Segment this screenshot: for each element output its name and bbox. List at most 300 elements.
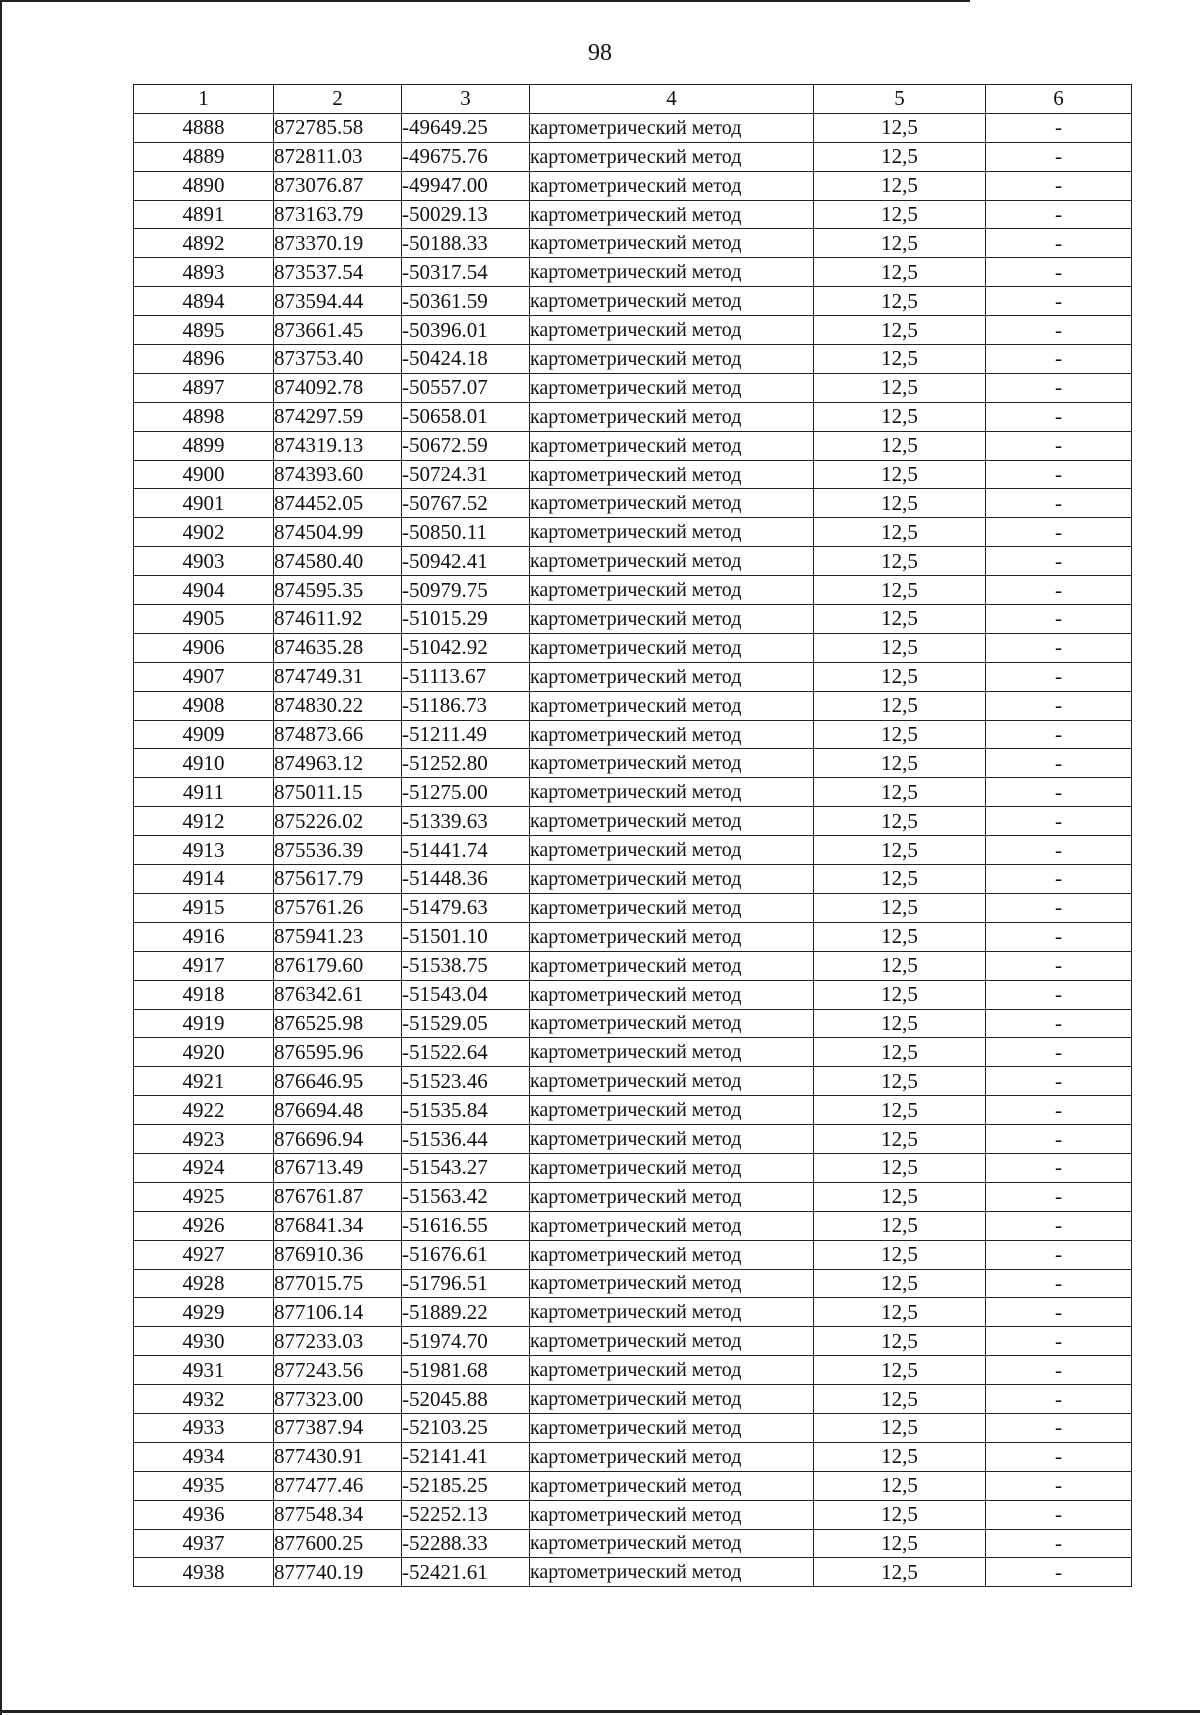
x-coordinate-cell: 876910.36 [274,1240,402,1269]
table-row [134,836,1132,865]
point-number-cell: 4915 [134,893,274,922]
table-row [134,1413,1132,1442]
note-cell: - [986,1529,1132,1558]
x-coordinate-cell: 874595.35 [274,576,402,605]
page-frame-left-border [0,0,2,1715]
table-row [134,1471,1132,1500]
point-number-cell: 4924 [134,1153,274,1182]
y-coordinate-cell: -49947.00 [402,171,530,200]
y-coordinate-cell: -50979.75 [402,576,530,605]
x-coordinate-cell: 877106.14 [274,1298,402,1327]
note-cell: - [986,229,1132,258]
x-coordinate-cell: 876694.48 [274,1096,402,1125]
note-cell: - [986,691,1132,720]
accuracy-cell: 12,5 [814,576,986,605]
accuracy-cell: 12,5 [814,316,986,345]
y-coordinate-cell: -51448.36 [402,865,530,894]
table-row [134,893,1132,922]
y-coordinate-cell: -50850.11 [402,518,530,547]
y-coordinate-cell: -51616.55 [402,1211,530,1240]
method-cell: картометрический метод [530,1153,814,1182]
note-cell: - [986,865,1132,894]
table-row [134,576,1132,605]
point-number-cell: 4926 [134,1211,274,1240]
accuracy-cell: 12,5 [814,489,986,518]
accuracy-cell: 12,5 [814,431,986,460]
note-cell: - [986,778,1132,807]
table-row [134,1009,1132,1038]
table-row [134,691,1132,720]
table-row [134,605,1132,634]
y-coordinate-cell: -50188.33 [402,229,530,258]
method-cell: картометрический метод [530,1009,814,1038]
point-number-cell: 4934 [134,1442,274,1471]
x-coordinate-cell: 874452.05 [274,489,402,518]
accuracy-cell: 12,5 [814,778,986,807]
method-cell: картометрический метод [530,807,814,836]
point-number-cell: 4937 [134,1529,274,1558]
table-row [134,662,1132,691]
point-number-cell: 4930 [134,1327,274,1356]
note-cell: - [986,633,1132,662]
point-number-cell: 4897 [134,373,274,402]
method-cell: картометрический метод [530,1385,814,1414]
x-coordinate-cell: 875011.15 [274,778,402,807]
method-cell: картометрический метод [530,1096,814,1125]
coordinates-table [133,84,1132,1587]
method-cell: картометрический метод [530,373,814,402]
method-cell: картометрический метод [530,171,814,200]
table-row [134,518,1132,547]
y-coordinate-cell: -51543.04 [402,980,530,1009]
accuracy-cell: 12,5 [814,1182,986,1211]
point-number-cell: 4922 [134,1096,274,1125]
x-coordinate-cell: 875536.39 [274,836,402,865]
y-coordinate-cell: -51186.73 [402,691,530,720]
x-coordinate-cell: 874873.66 [274,720,402,749]
point-number-cell: 4898 [134,402,274,431]
table-row [134,922,1132,951]
table-row [134,1153,1132,1182]
table-row [134,373,1132,402]
accuracy-cell: 12,5 [814,1327,986,1356]
note-cell: - [986,1500,1132,1529]
accuracy-cell: 12,5 [814,1356,986,1385]
page-frame-bottom-border [0,1710,1200,1713]
point-number-cell: 4932 [134,1385,274,1414]
table-header-row [134,85,1132,114]
accuracy-cell: 12,5 [814,720,986,749]
y-coordinate-cell: -51252.80 [402,749,530,778]
table-row [134,345,1132,374]
x-coordinate-cell: 876713.49 [274,1153,402,1182]
y-coordinate-cell: -50029.13 [402,200,530,229]
accuracy-cell: 12,5 [814,749,986,778]
x-coordinate-cell: 874635.28 [274,633,402,662]
point-number-cell: 4936 [134,1500,274,1529]
y-coordinate-cell: -51042.92 [402,633,530,662]
method-cell: картометрический метод [530,1413,814,1442]
point-number-cell: 4913 [134,836,274,865]
y-coordinate-cell: -50424.18 [402,345,530,374]
method-cell: картометрический метод [530,518,814,547]
x-coordinate-cell: 875761.26 [274,893,402,922]
note-cell: - [986,1471,1132,1500]
table-row [134,258,1132,287]
x-coordinate-cell: 876841.34 [274,1211,402,1240]
point-number-cell: 4928 [134,1269,274,1298]
accuracy-cell: 12,5 [814,1500,986,1529]
note-cell: - [986,1211,1132,1240]
method-cell: картометрический метод [530,1038,814,1067]
method-cell: картометрический метод [530,1442,814,1471]
y-coordinate-cell: -50672.59 [402,431,530,460]
note-cell: - [986,1385,1132,1414]
point-number-cell: 4925 [134,1182,274,1211]
x-coordinate-cell: 874749.31 [274,662,402,691]
accuracy-cell: 12,5 [814,865,986,894]
note-cell: - [986,287,1132,316]
point-number-cell: 4907 [134,662,274,691]
y-coordinate-cell: -50396.01 [402,316,530,345]
note-cell: - [986,1067,1132,1096]
x-coordinate-cell: 874092.78 [274,373,402,402]
table-row [134,460,1132,489]
table-row [134,1356,1132,1385]
note-cell: - [986,489,1132,518]
y-coordinate-cell: -51889.22 [402,1298,530,1327]
x-coordinate-cell: 874580.40 [274,547,402,576]
point-number-cell: 4895 [134,316,274,345]
method-cell: картометрический метод [530,633,814,662]
method-cell: картометрический метод [530,778,814,807]
note-cell: - [986,1240,1132,1269]
column-header-1: 1 [134,85,274,114]
point-number-cell: 4912 [134,807,274,836]
table-row [134,1442,1132,1471]
x-coordinate-cell: 872811.03 [274,142,402,171]
page-number: 98 [588,40,612,66]
point-number-cell: 4911 [134,778,274,807]
page-frame-top-border [0,0,970,2]
note-cell: - [986,1153,1132,1182]
column-header-6: 6 [986,85,1132,114]
note-cell: - [986,1125,1132,1154]
point-number-cell: 4900 [134,460,274,489]
y-coordinate-cell: -51563.42 [402,1182,530,1211]
method-cell: картометрический метод [530,1182,814,1211]
x-coordinate-cell: 876696.94 [274,1125,402,1154]
point-number-cell: 4896 [134,345,274,374]
table-row [134,980,1132,1009]
point-number-cell: 4929 [134,1298,274,1327]
y-coordinate-cell: -51522.64 [402,1038,530,1067]
y-coordinate-cell: -51796.51 [402,1269,530,1298]
accuracy-cell: 12,5 [814,113,986,142]
method-cell: картометрический метод [530,1067,814,1096]
accuracy-cell: 12,5 [814,1125,986,1154]
method-cell: картометрический метод [530,229,814,258]
method-cell: картометрический метод [530,1125,814,1154]
y-coordinate-cell: -51113.67 [402,662,530,691]
y-coordinate-cell: -50361.59 [402,287,530,316]
x-coordinate-cell: 875941.23 [274,922,402,951]
note-cell: - [986,345,1132,374]
x-coordinate-cell: 876525.98 [274,1009,402,1038]
method-cell: картометрический метод [530,1471,814,1500]
method-cell: картометрический метод [530,1298,814,1327]
x-coordinate-cell: 876646.95 [274,1067,402,1096]
note-cell: - [986,980,1132,1009]
y-coordinate-cell: -52045.88 [402,1385,530,1414]
accuracy-cell: 12,5 [814,1038,986,1067]
point-number-cell: 4927 [134,1240,274,1269]
point-number-cell: 4892 [134,229,274,258]
accuracy-cell: 12,5 [814,1067,986,1096]
method-cell: картометрический метод [530,1327,814,1356]
table-row [134,171,1132,200]
x-coordinate-cell: 876179.60 [274,951,402,980]
note-cell: - [986,113,1132,142]
table-row [134,142,1132,171]
x-coordinate-cell: 877323.00 [274,1385,402,1414]
table-row [134,1240,1132,1269]
note-cell: - [986,720,1132,749]
accuracy-cell: 12,5 [814,1529,986,1558]
accuracy-cell: 12,5 [814,547,986,576]
y-coordinate-cell: -51275.00 [402,778,530,807]
y-coordinate-cell: -49649.25 [402,113,530,142]
accuracy-cell: 12,5 [814,1442,986,1471]
y-coordinate-cell: -51523.46 [402,1067,530,1096]
accuracy-cell: 12,5 [814,807,986,836]
accuracy-cell: 12,5 [814,402,986,431]
y-coordinate-cell: -49675.76 [402,142,530,171]
point-number-cell: 4890 [134,171,274,200]
method-cell: картометрический метод [530,865,814,894]
point-number-cell: 4935 [134,1471,274,1500]
point-number-cell: 4906 [134,633,274,662]
note-cell: - [986,316,1132,345]
accuracy-cell: 12,5 [814,633,986,662]
accuracy-cell: 12,5 [814,200,986,229]
method-cell: картометрический метод [530,345,814,374]
note-cell: - [986,1327,1132,1356]
point-number-cell: 4889 [134,142,274,171]
method-cell: картометрический метод [530,142,814,171]
y-coordinate-cell: -51529.05 [402,1009,530,1038]
x-coordinate-cell: 877548.34 [274,1500,402,1529]
method-cell: картометрический метод [530,489,814,518]
note-cell: - [986,1009,1132,1038]
y-coordinate-cell: -51676.61 [402,1240,530,1269]
accuracy-cell: 12,5 [814,1385,986,1414]
accuracy-cell: 12,5 [814,1153,986,1182]
note-cell: - [986,893,1132,922]
method-cell: картометрический метод [530,922,814,951]
accuracy-cell: 12,5 [814,1269,986,1298]
point-number-cell: 4894 [134,287,274,316]
table-row [134,633,1132,662]
point-number-cell: 4901 [134,489,274,518]
point-number-cell: 4938 [134,1558,274,1587]
note-cell: - [986,373,1132,402]
accuracy-cell: 12,5 [814,691,986,720]
y-coordinate-cell: -50767.52 [402,489,530,518]
table-row [134,1327,1132,1356]
x-coordinate-cell: 877430.91 [274,1442,402,1471]
method-cell: картометрический метод [530,200,814,229]
note-cell: - [986,1038,1132,1067]
y-coordinate-cell: -52185.25 [402,1471,530,1500]
method-cell: картометрический метод [530,980,814,1009]
method-cell: картометрический метод [530,893,814,922]
accuracy-cell: 12,5 [814,1009,986,1038]
point-number-cell: 4905 [134,605,274,634]
table-row [134,489,1132,518]
table-row [134,1125,1132,1154]
accuracy-cell: 12,5 [814,229,986,258]
x-coordinate-cell: 877477.46 [274,1471,402,1500]
note-cell: - [986,1413,1132,1442]
x-coordinate-cell: 874319.13 [274,431,402,460]
accuracy-cell: 12,5 [814,373,986,402]
point-number-cell: 4902 [134,518,274,547]
accuracy-cell: 12,5 [814,1413,986,1442]
note-cell: - [986,662,1132,691]
y-coordinate-cell: -51974.70 [402,1327,530,1356]
table-row [134,1182,1132,1211]
y-coordinate-cell: -50317.54 [402,258,530,287]
table-row [134,287,1132,316]
table-row [134,1269,1132,1298]
y-coordinate-cell: -50658.01 [402,402,530,431]
note-cell: - [986,1096,1132,1125]
y-coordinate-cell: -51981.68 [402,1356,530,1385]
method-cell: картометрический метод [530,547,814,576]
method-cell: картометрический метод [530,662,814,691]
y-coordinate-cell: -52421.61 [402,1558,530,1587]
point-number-cell: 4899 [134,431,274,460]
note-cell: - [986,547,1132,576]
table-row [134,951,1132,980]
point-number-cell: 4918 [134,980,274,1009]
accuracy-cell: 12,5 [814,142,986,171]
method-cell: картометрический метод [530,287,814,316]
table-row [134,1038,1132,1067]
note-cell: - [986,922,1132,951]
x-coordinate-cell: 877387.94 [274,1413,402,1442]
accuracy-cell: 12,5 [814,287,986,316]
point-number-cell: 4903 [134,547,274,576]
table-row [134,402,1132,431]
method-cell: картометрический метод [530,460,814,489]
method-cell: картометрический метод [530,605,814,634]
y-coordinate-cell: -50724.31 [402,460,530,489]
x-coordinate-cell: 874830.22 [274,691,402,720]
method-cell: картометрический метод [530,1558,814,1587]
x-coordinate-cell: 873076.87 [274,171,402,200]
accuracy-cell: 12,5 [814,1298,986,1327]
point-number-cell: 4917 [134,951,274,980]
x-coordinate-cell: 877233.03 [274,1327,402,1356]
method-cell: картометрический метод [530,576,814,605]
accuracy-cell: 12,5 [814,1096,986,1125]
column-header-2: 2 [274,85,402,114]
point-number-cell: 4910 [134,749,274,778]
point-number-cell: 4904 [134,576,274,605]
x-coordinate-cell: 874393.60 [274,460,402,489]
method-cell: картометрический метод [530,1240,814,1269]
note-cell: - [986,1182,1132,1211]
y-coordinate-cell: -52103.25 [402,1413,530,1442]
point-number-cell: 4931 [134,1356,274,1385]
y-coordinate-cell: -51536.44 [402,1125,530,1154]
x-coordinate-cell: 876342.61 [274,980,402,1009]
accuracy-cell: 12,5 [814,951,986,980]
method-cell: картометрический метод [530,691,814,720]
y-coordinate-cell: -51479.63 [402,893,530,922]
accuracy-cell: 12,5 [814,836,986,865]
x-coordinate-cell: 877740.19 [274,1558,402,1587]
y-coordinate-cell: -51015.29 [402,605,530,634]
x-coordinate-cell: 875226.02 [274,807,402,836]
accuracy-cell: 12,5 [814,258,986,287]
x-coordinate-cell: 874963.12 [274,749,402,778]
note-cell: - [986,431,1132,460]
column-header-4: 4 [530,85,814,114]
y-coordinate-cell: -51538.75 [402,951,530,980]
note-cell: - [986,1269,1132,1298]
table-row [134,720,1132,749]
accuracy-cell: 12,5 [814,1240,986,1269]
y-coordinate-cell: -51535.84 [402,1096,530,1125]
x-coordinate-cell: 877600.25 [274,1529,402,1558]
table-row [134,431,1132,460]
table-row [134,200,1132,229]
note-cell: - [986,807,1132,836]
y-coordinate-cell: -50942.41 [402,547,530,576]
note-cell: - [986,200,1132,229]
accuracy-cell: 12,5 [814,518,986,547]
y-coordinate-cell: -51211.49 [402,720,530,749]
accuracy-cell: 12,5 [814,662,986,691]
x-coordinate-cell: 873753.40 [274,345,402,374]
note-cell: - [986,605,1132,634]
table-row [134,778,1132,807]
table-row [134,113,1132,142]
table-row [134,1500,1132,1529]
point-number-cell: 4923 [134,1125,274,1154]
method-cell: картометрический метод [530,402,814,431]
column-header-3: 3 [402,85,530,114]
x-coordinate-cell: 876595.96 [274,1038,402,1067]
y-coordinate-cell: -51441.74 [402,836,530,865]
table-row [134,1385,1132,1414]
point-number-cell: 4909 [134,720,274,749]
point-number-cell: 4908 [134,691,274,720]
x-coordinate-cell: 873370.19 [274,229,402,258]
y-coordinate-cell: -52141.41 [402,1442,530,1471]
x-coordinate-cell: 874611.92 [274,605,402,634]
accuracy-cell: 12,5 [814,980,986,1009]
table-row [134,1067,1132,1096]
x-coordinate-cell: 873661.45 [274,316,402,345]
accuracy-cell: 12,5 [814,1211,986,1240]
note-cell: - [986,402,1132,431]
x-coordinate-cell: 876761.87 [274,1182,402,1211]
note-cell: - [986,951,1132,980]
